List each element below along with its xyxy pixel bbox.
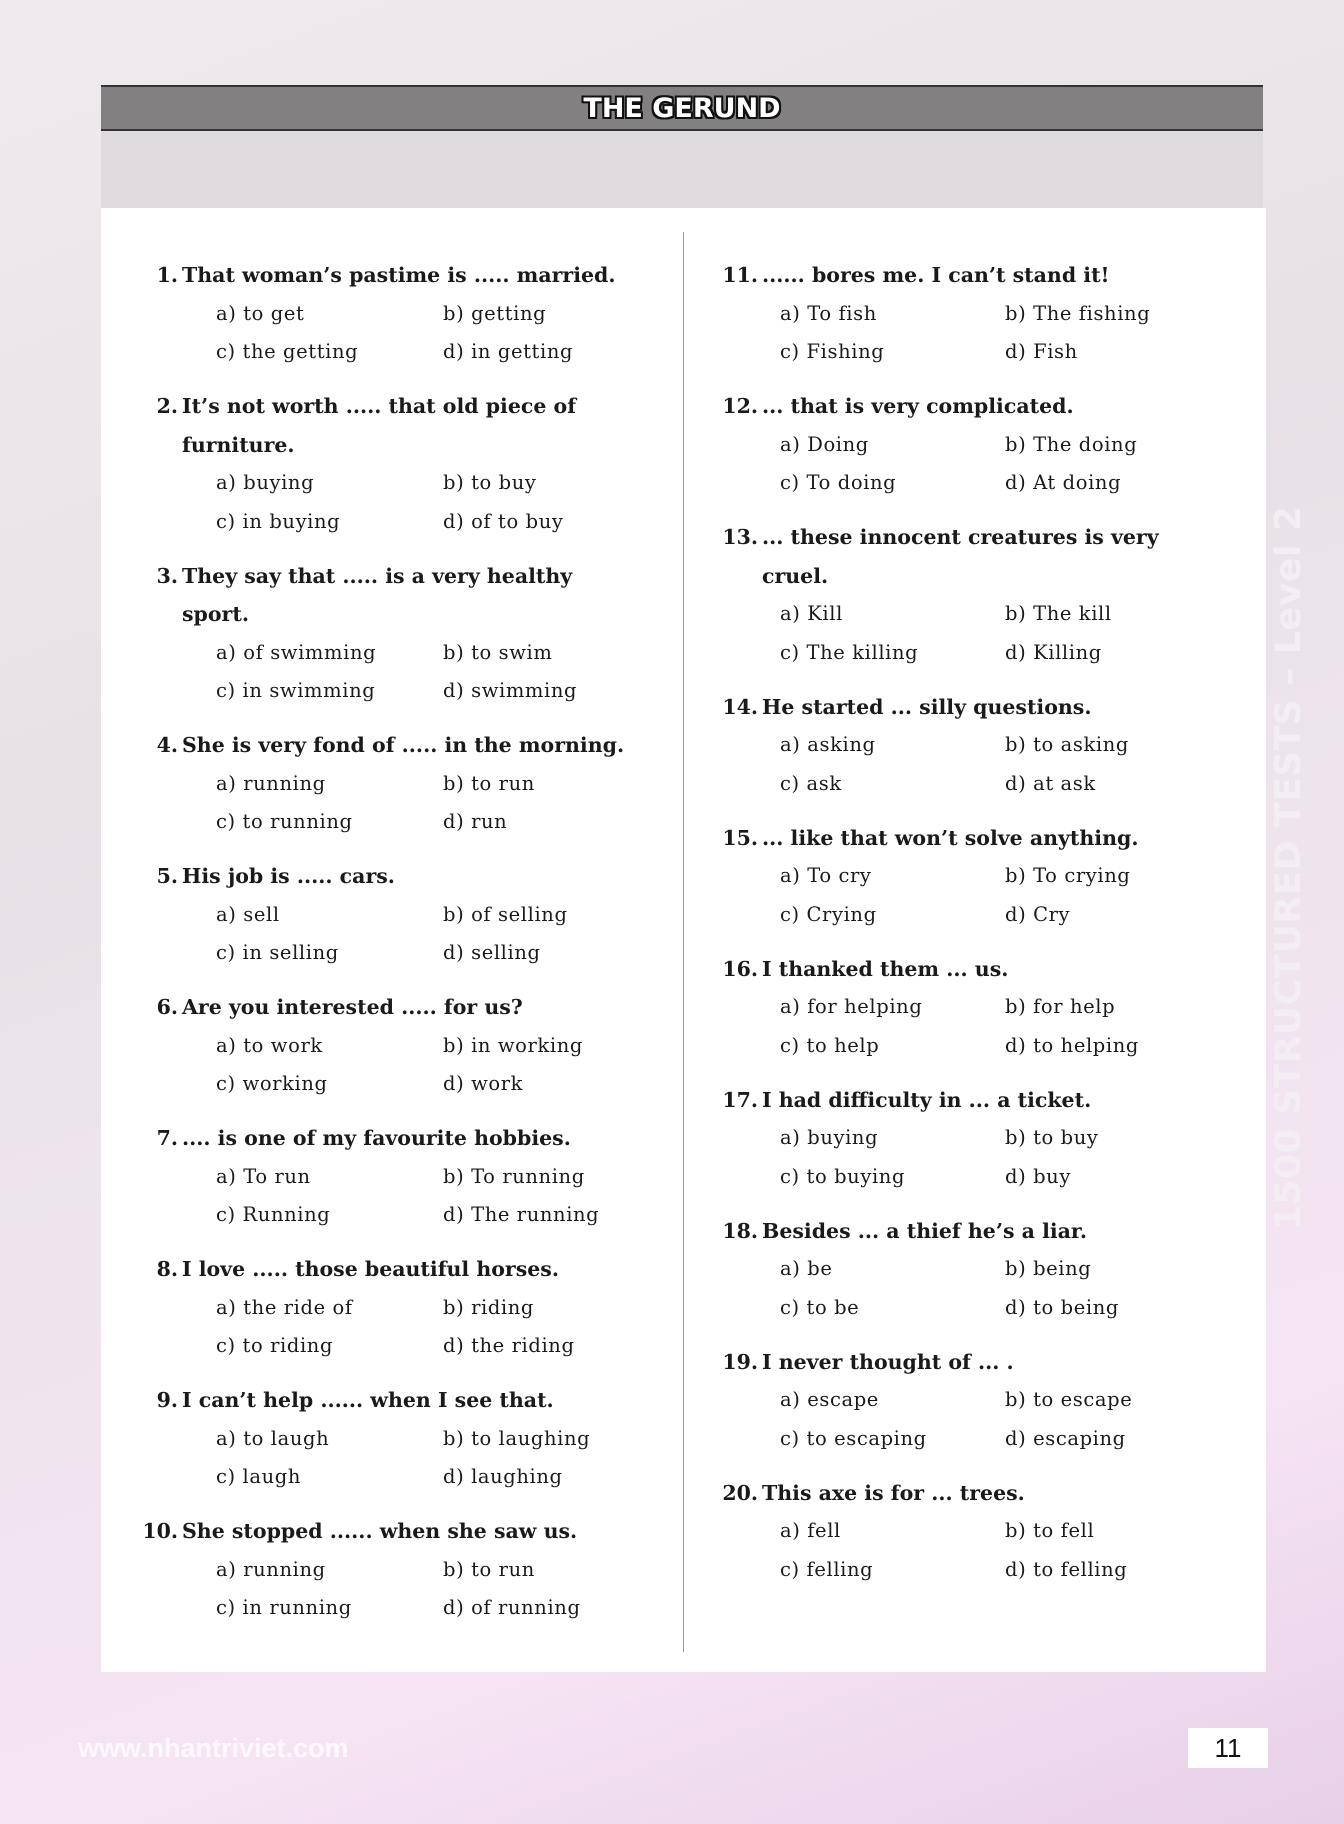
- question-line: [120, 988, 680, 1027]
- answer-option: c) in swimming: [216, 679, 376, 702]
- question-item: [120, 1381, 680, 1497]
- answer-option: a) To run: [216, 1164, 311, 1188]
- question-text: ...... bores me. I can’t stand it!: [762, 263, 1110, 287]
- answer-options: [120, 896, 680, 973]
- answer-option: c) to be: [780, 1295, 860, 1319]
- section-title: THE GERUND: [583, 92, 781, 124]
- question-line: [700, 518, 1260, 557]
- answer-option: c) laugh: [216, 1465, 301, 1488]
- section-title-bar: [101, 85, 1263, 131]
- question-line: [700, 688, 1260, 727]
- question-text: I love ..... those beautiful horses.: [182, 1257, 559, 1281]
- answer-option: c) to running: [216, 810, 353, 833]
- answer-options: [700, 1381, 1260, 1458]
- question-number: 18.: [722, 1218, 758, 1243]
- question-line: [700, 1474, 1260, 1513]
- answer-option: d) Cry: [1005, 902, 1071, 926]
- answer-option: b) To crying: [1005, 864, 1131, 887]
- question-number: 3.: [156, 563, 178, 588]
- answer-options: [120, 765, 680, 842]
- answer-option: a) asking: [780, 733, 876, 756]
- question-line: [700, 1212, 1260, 1251]
- answer-option: c) working: [216, 1072, 328, 1095]
- question-text: ... these innocent creatures is very: [762, 525, 1159, 549]
- footer-watermark-url: www.nhantriviet.com: [78, 1733, 349, 1763]
- question-text: They say that ..... is a very healthy: [182, 563, 573, 588]
- answer-options: [700, 1512, 1260, 1589]
- answer-option: a) Doing: [780, 432, 869, 456]
- question-text: ... that is very complicated.: [762, 394, 1074, 418]
- question-text-continued: cruel.: [762, 563, 829, 588]
- answer-options: [120, 1027, 680, 1104]
- question-number: 17.: [722, 1087, 758, 1112]
- question-number: 9.: [156, 1388, 178, 1412]
- answer-option: b) to fell: [1005, 1519, 1095, 1542]
- answer-option: d) selling: [443, 941, 541, 964]
- answer-option: a) Kill: [780, 602, 843, 625]
- answer-option: c) to help: [780, 1033, 880, 1057]
- answer-option: b) in working: [443, 1033, 583, 1057]
- question-line: [120, 857, 680, 896]
- answer-option: a) fell: [780, 1519, 841, 1542]
- answer-option: c) to escaping: [780, 1426, 927, 1450]
- answer-option: b) getting: [443, 301, 547, 325]
- question-line: [120, 557, 680, 596]
- answer-option: d) laughing: [443, 1465, 563, 1488]
- question-line: [700, 950, 1260, 989]
- question-line: [700, 819, 1260, 858]
- answer-option: b) to swim: [443, 640, 553, 664]
- question-item: [120, 1512, 680, 1628]
- question-number: 12.: [722, 394, 758, 418]
- answer-options: [700, 857, 1260, 934]
- question-text: Besides ... a thief he’s a liar.: [762, 1218, 1087, 1243]
- answer-option: a) of swimming: [216, 640, 377, 664]
- answer-option: a) buying: [216, 471, 315, 494]
- question-text: This axe is for ... trees.: [762, 1480, 1025, 1505]
- question-line: [120, 387, 680, 426]
- question-line: [700, 1081, 1260, 1120]
- answer-option: a) to work: [216, 1033, 323, 1057]
- answer-option: b) to laughing: [443, 1426, 591, 1450]
- answer-options: [120, 1420, 680, 1497]
- question-text: I thanked them ... us.: [762, 956, 1009, 981]
- answer-option: b) To running: [443, 1164, 585, 1188]
- answer-option: d) the riding: [443, 1334, 575, 1357]
- answer-option: d) at ask: [1005, 771, 1096, 795]
- question-line: [120, 1119, 680, 1158]
- question-line: [120, 1250, 680, 1289]
- question-text: That woman’s pastime is ..... married.: [182, 263, 616, 287]
- answer-option: d) to helping: [1005, 1033, 1139, 1057]
- question-line: [120, 1512, 680, 1551]
- answer-options: [120, 1551, 680, 1628]
- answer-option: d) in getting: [443, 340, 574, 363]
- question-item: [700, 1343, 1260, 1459]
- question-item: [120, 1119, 680, 1235]
- answer-options: [700, 595, 1260, 672]
- answer-option: b) to buy: [1005, 1126, 1099, 1149]
- answer-option: c) to riding: [216, 1334, 334, 1357]
- question-item: [700, 1212, 1260, 1328]
- question-item: [700, 950, 1260, 1066]
- answer-option: b) to buy: [443, 471, 537, 494]
- question-line: [700, 256, 1260, 295]
- question-number: 14.: [722, 694, 758, 719]
- answer-option: a) sell: [216, 902, 280, 926]
- answer-option: c) Fishing: [780, 340, 885, 363]
- answer-option: b) for help: [1005, 995, 1116, 1018]
- side-series-label: 1500 STRUCTURED TESTS – Level 2: [1268, 505, 1309, 1230]
- question-number: 4.: [156, 733, 178, 757]
- question-line: [700, 387, 1260, 426]
- answer-option: c) To doing: [780, 471, 897, 494]
- question-text: I can’t help ...... when I see that.: [182, 1388, 554, 1412]
- question-number: 7.: [156, 1126, 178, 1150]
- answer-option: b) to run: [443, 771, 535, 795]
- question-item: [700, 1474, 1260, 1590]
- answer-option: c) to buying: [780, 1164, 906, 1188]
- answer-options: [700, 295, 1260, 372]
- answer-option: a) running: [216, 1557, 326, 1581]
- answer-option: a) be: [780, 1257, 833, 1280]
- question-number: 16.: [722, 956, 758, 981]
- question-text: It’s not worth ..... that old piece of: [182, 394, 577, 418]
- column-divider: [683, 232, 684, 1652]
- question-item: [700, 256, 1260, 372]
- question-item: [700, 1081, 1260, 1197]
- question-number: 13.: [722, 525, 758, 549]
- answer-option: d) of to buy: [443, 509, 564, 533]
- question-item: [120, 1250, 680, 1366]
- answer-option: b) to run: [443, 1557, 535, 1581]
- answer-option: b) to asking: [1005, 733, 1129, 756]
- answer-option: c) felling: [780, 1557, 874, 1581]
- answer-options: [120, 295, 680, 372]
- question-text: His job is ..... cars.: [182, 864, 395, 888]
- answer-option: a) the ride of: [216, 1295, 353, 1319]
- answer-option: d) At doing: [1005, 471, 1122, 494]
- answer-option: a) To fish: [780, 301, 877, 325]
- left-column: [120, 256, 680, 1643]
- question-item: [700, 387, 1260, 503]
- question-item: [120, 726, 680, 842]
- answer-option: a) escape: [780, 1388, 879, 1411]
- question-text: She is very fond of ..... in the morning.: [182, 733, 625, 757]
- answer-option: b) The doing: [1005, 432, 1138, 456]
- question-text: ... like that won’t solve anything.: [762, 825, 1139, 850]
- answer-option: d) run: [443, 810, 508, 833]
- question-text-continued: sport.: [182, 602, 249, 626]
- answer-options: [700, 988, 1260, 1065]
- question-item: [700, 688, 1260, 804]
- answer-option: b) The fishing: [1005, 301, 1151, 325]
- header-band: [101, 131, 1263, 208]
- question-text: .... is one of my favourite hobbies.: [182, 1126, 571, 1150]
- right-column: [700, 256, 1260, 1605]
- answer-option: d) swimming: [443, 679, 578, 702]
- question-item: [120, 387, 680, 541]
- question-text: Are you interested ..... for us?: [182, 995, 523, 1019]
- answer-options: [700, 426, 1260, 503]
- answer-option: d) to felling: [1005, 1557, 1128, 1581]
- question-text: I had difficulty in ... a ticket.: [762, 1087, 1092, 1112]
- answer-option: d) Killing: [1005, 640, 1102, 664]
- question-number: 15.: [722, 825, 758, 850]
- question-number: 6.: [156, 995, 178, 1019]
- question-text: She stopped ...... when she saw us.: [182, 1519, 578, 1543]
- answer-options: [120, 634, 680, 711]
- question-line: [120, 256, 680, 295]
- answer-options: [120, 464, 680, 541]
- answer-option: a) to get: [216, 301, 305, 325]
- answer-option: b) of selling: [443, 902, 568, 926]
- question-item: [700, 518, 1260, 672]
- question-text: He started ... silly questions.: [762, 694, 1092, 719]
- answer-option: d) of running: [443, 1596, 581, 1619]
- answer-option: b) riding: [443, 1295, 535, 1319]
- question-item: [120, 256, 680, 372]
- question-line: [700, 1343, 1260, 1382]
- answer-option: a) running: [216, 771, 326, 795]
- question-item: [120, 557, 680, 711]
- question-number: 5.: [156, 864, 178, 888]
- answer-option: c) Crying: [780, 902, 877, 926]
- question-text-continued: furniture.: [182, 432, 295, 457]
- answer-option: d) escaping: [1005, 1426, 1126, 1450]
- question-item: [700, 819, 1260, 935]
- question-number: 2.: [156, 394, 178, 418]
- page-number: 11: [1188, 1728, 1268, 1768]
- answer-option: a) buying: [780, 1126, 879, 1149]
- question-number: 10.: [142, 1519, 178, 1543]
- answer-option: c) The killing: [780, 640, 919, 664]
- answer-option: a) To cry: [780, 864, 872, 887]
- answer-option: a) to laugh: [216, 1426, 330, 1450]
- answer-option: b) The kill: [1005, 602, 1112, 625]
- question-item: [120, 988, 680, 1104]
- answer-option: b) being: [1005, 1257, 1092, 1280]
- answer-option: c) Running: [216, 1203, 331, 1226]
- answer-option: c) the getting: [216, 340, 359, 363]
- answer-option: c) ask: [780, 771, 842, 795]
- question-line: [120, 1381, 680, 1420]
- answer-options: [120, 1158, 680, 1235]
- question-number: 19.: [722, 1349, 758, 1374]
- question-number: 20.: [722, 1480, 758, 1505]
- answer-option: d) to being: [1005, 1295, 1119, 1319]
- answer-option: d) work: [443, 1072, 524, 1095]
- answer-option: d) Fish: [1005, 340, 1078, 363]
- answer-option: b) to escape: [1005, 1388, 1133, 1411]
- answer-option: a) for helping: [780, 995, 923, 1018]
- answer-option: c) in selling: [216, 941, 339, 964]
- answer-options: [120, 1289, 680, 1366]
- question-item: [120, 857, 680, 973]
- question-number: 11.: [722, 263, 758, 287]
- answer-option: d) buy: [1005, 1164, 1071, 1188]
- question-line: [120, 726, 680, 765]
- question-number: 1.: [156, 263, 178, 287]
- question-number: 8.: [156, 1257, 178, 1281]
- answer-option: d) The running: [443, 1203, 600, 1226]
- answer-options: [700, 1250, 1260, 1327]
- question-text: I never thought of ... .: [762, 1349, 1014, 1374]
- answer-options: [700, 1119, 1260, 1196]
- answer-option: c) in running: [216, 1596, 352, 1619]
- answer-option: c) in buying: [216, 509, 341, 533]
- answer-options: [700, 726, 1260, 803]
